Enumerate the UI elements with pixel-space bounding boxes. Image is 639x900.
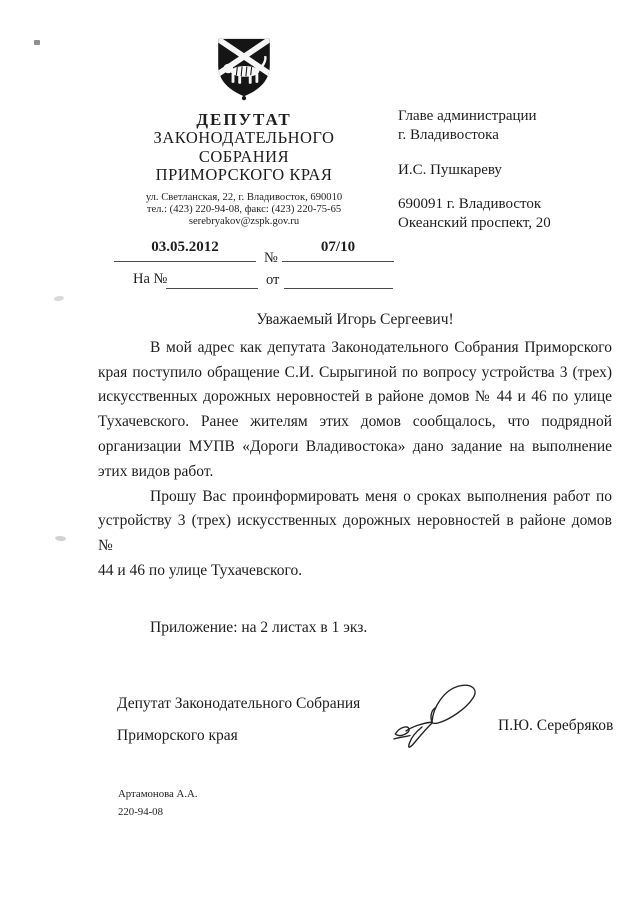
letter-body [98, 308, 612, 641]
coat-of-arms-icon [212, 37, 276, 101]
org-title-line: ЗАКОНОДАТЕЛЬНОГО [153, 128, 335, 147]
addressee-address-line: 690091 г. Владивосток [398, 196, 542, 212]
letterhead-address-line: ул. Светланская, 22, г. Владивосток, 690010 [145, 191, 343, 203]
signer-name: П.Ю. Серебряков [498, 717, 614, 734]
org-title-line: СОБРАНИЯ [198, 146, 290, 166]
ref-from-blank [284, 269, 393, 289]
body-line: 44 и 46 по улице Тухачевского. [98, 561, 303, 579]
salutation: Уважаемый Игорь Сергеевич! [256, 311, 454, 328]
body-line: искусственных дорожных неровностей в районе домов № 44 и 46 по улице [98, 388, 612, 406]
ref-number: 07/10 [282, 239, 394, 262]
org-title-line: ПРИМОРСКОГО КРАЯ [155, 165, 333, 184]
letterhead-email: serebryakov@zspk.gov.ru [188, 215, 300, 227]
body-line: этих видов работ. [98, 462, 214, 480]
body-line: Прошу Вас проинформировать меня о сроках выполнения работ по [150, 487, 612, 505]
executor-phone: 220-94-08 [118, 806, 163, 818]
letterhead-address-line: тел.: (423) 220-94-08, факс: (423) 220-75-65 [146, 203, 342, 215]
body-line: организации МУПВ «Дороги Владивостока» дано задание на выполнение [98, 437, 612, 455]
addressee-address-line: Океанский проспект, 20 [398, 215, 551, 231]
body-line: устройству 3 (трех) искусственных дорожных неровностей в районе домов № [98, 512, 612, 555]
ref-number-sign: № [264, 250, 278, 266]
scan-artifact [54, 295, 65, 301]
addressee-role-line: Главе администрации [398, 108, 537, 124]
handwritten-signature-icon [391, 680, 485, 756]
signer-title-line: Приморского края [117, 727, 238, 744]
body-line: Тухачевского. Ранее жителям этих домов сообщалось, что подрядной [98, 413, 612, 431]
ref-from-label: от [266, 272, 280, 288]
org-title-line: ДЕПУТАТ [196, 110, 292, 129]
letterhead [113, 37, 375, 228]
executor-name: Артамонова А.А. [118, 788, 198, 800]
body-line: края поступило обращение С.И. Сырыгиной по вопросу устройства 3 (трех) [98, 363, 612, 381]
scan-artifact [55, 536, 66, 542]
signer-title [117, 692, 377, 756]
body-line: В мой адрес как депутата Законодательного Собрания Приморского [150, 338, 612, 356]
ref-date: 03.05.2012 [114, 239, 256, 262]
executor-block [118, 785, 198, 821]
scan-artifact [34, 40, 40, 45]
addressee-name: И.С. Пушкареву [398, 162, 502, 178]
ref-reply-label: На № [133, 271, 168, 287]
signer-title-line: Депутат Законодательного Собрания [117, 695, 361, 712]
attachment-note: Приложение: на 2 листах в 1 экз. [150, 618, 368, 636]
ref-reply-blank [166, 269, 258, 289]
addressee-block [398, 107, 618, 233]
addressee-role-line: г. Владивостока [398, 127, 499, 143]
